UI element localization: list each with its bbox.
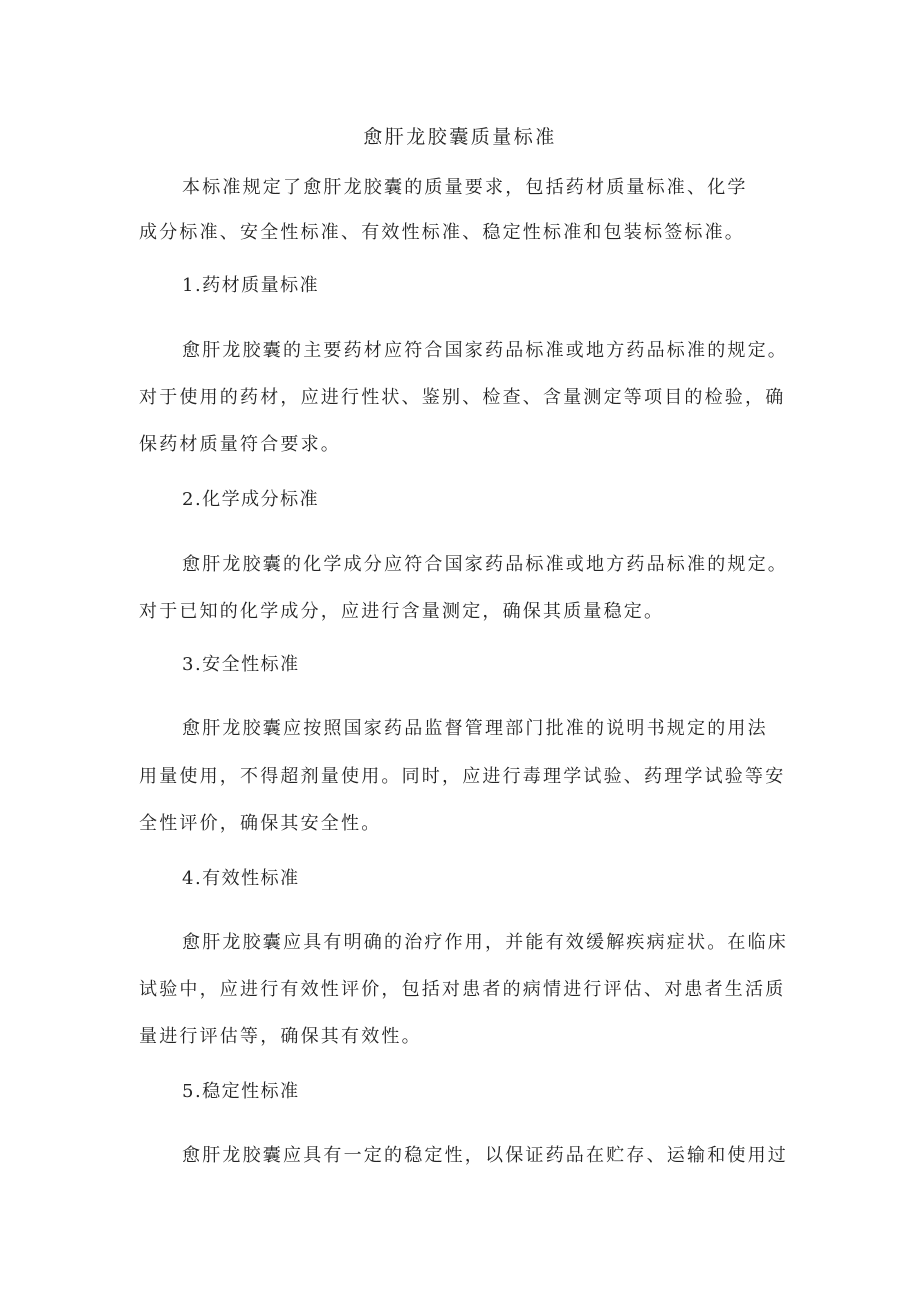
section-4-line-2: 试验中，应进行有效性评价，包括对患者的病情进行评估、对患者生活质: [139, 979, 786, 1000]
section-1-line-2: 对于使用的药材，应进行性状、鉴别、检查、含量测定等项目的检验，确: [139, 387, 786, 408]
section-heading-2: 2.化学成分标准: [182, 489, 320, 510]
section-4-line-3: 量进行评估等，确保其有效性。: [139, 1026, 422, 1047]
section-3-line-3: 全性评价，确保其安全性。: [139, 813, 382, 834]
section-heading-3: 3.安全性标准: [182, 654, 300, 675]
page-title: 愈肝龙胶囊质量标准: [363, 126, 557, 148]
intro-line-2: 成分标准、安全性标准、有效性标准、稳定性标准和包装标签标准。: [139, 222, 745, 243]
section-3-line-1: 愈肝龙胶囊应按照国家药品监督管理部门批准的说明书规定的用法: [182, 718, 768, 739]
section-4-line-1: 愈肝龙胶囊应具有明确的治疗作用，并能有效缓解疾病症状。在临床: [182, 932, 788, 953]
section-1-line-3: 保药材质量符合要求。: [139, 434, 341, 455]
section-2-line-1: 愈肝龙胶囊的化学成分应符合国家药品标准或地方药品标准的规定。: [182, 554, 788, 575]
section-heading-4: 4.有效性标准: [182, 868, 300, 889]
section-3-line-2: 用量使用，不得超剂量使用。同时，应进行毒理学试验、药理学试验等安: [139, 766, 786, 787]
section-heading-5: 5.稳定性标准: [182, 1081, 300, 1102]
intro-line-1: 本标准规定了愈肝龙胶囊的质量要求，包括药材质量标准、化学: [182, 177, 748, 198]
section-heading-1: 1.药材质量标准: [182, 275, 320, 296]
section-2-line-2: 对于已知的化学成分，应进行含量测定，确保其质量稳定。: [139, 601, 665, 622]
section-5-line-1: 愈肝龙胶囊应具有一定的稳定性，以保证药品在贮存、运输和使用过: [182, 1145, 788, 1166]
section-1-line-1: 愈肝龙胶囊的主要药材应符合国家药品标准或地方药品标准的规定。: [182, 340, 788, 361]
